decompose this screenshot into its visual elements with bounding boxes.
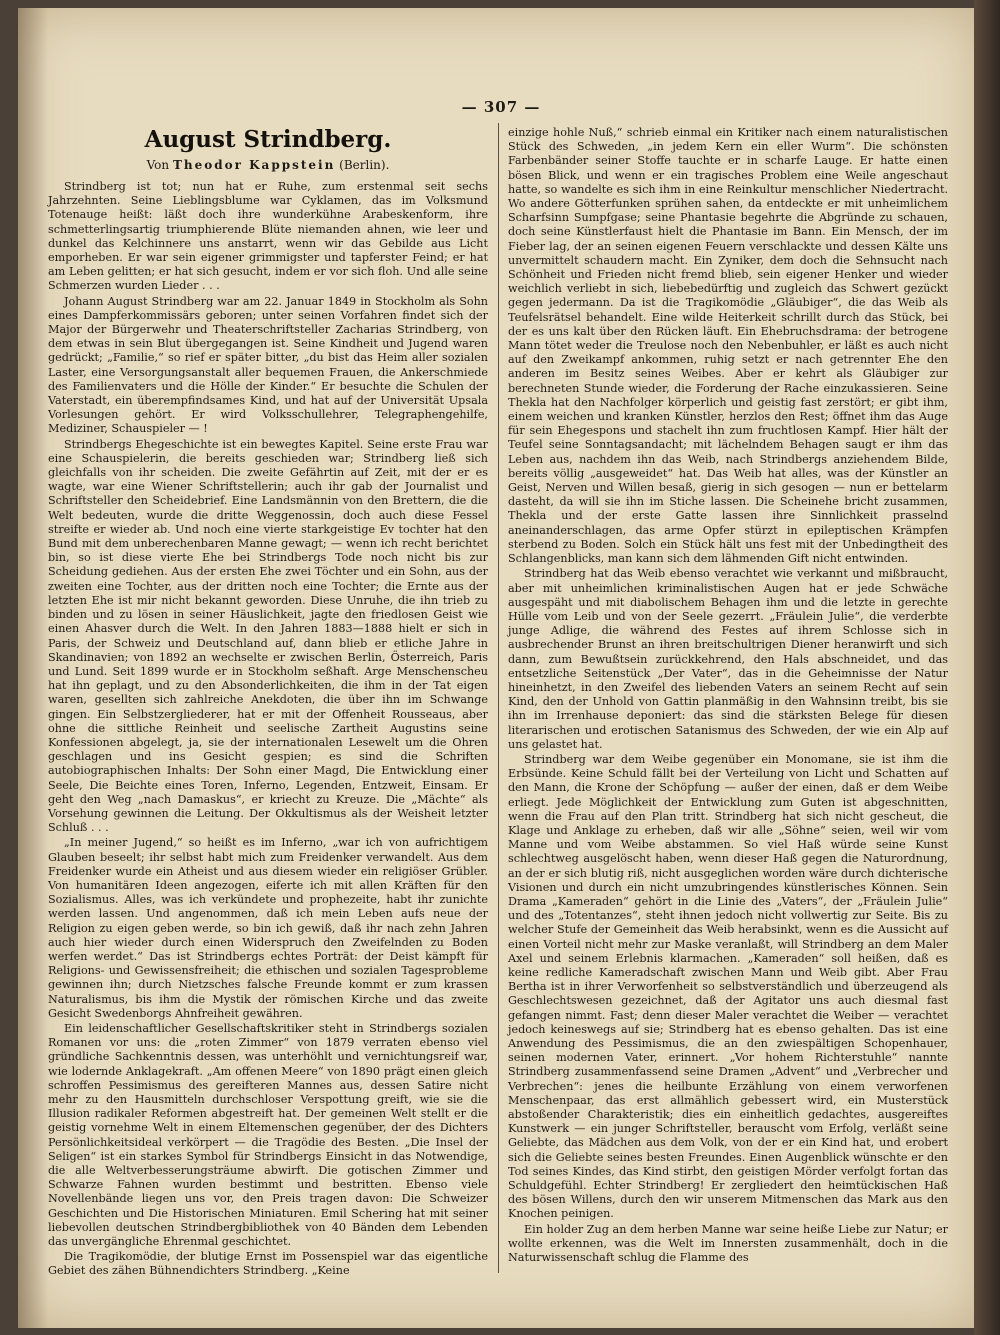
paragraph: Die Tragikomödie, der blutige Ernst im Possenspiel war das eigentliche Gebiet des zähen Bühnendichters Strindberg. „Keine [48, 1250, 488, 1278]
page-number: — 307 — [461, 98, 541, 116]
newspaper-page [18, 8, 980, 1328]
gutter-shadow [18, 8, 48, 1328]
book-binding-edge [974, 0, 1000, 1335]
author-location: (Berlin). [339, 158, 390, 172]
article-byline [48, 158, 488, 172]
text-column-left [48, 180, 488, 1278]
paragraph: Strindbergs Ehegeschichte ist ein bewegtes Kapitel. Seine erste Frau war eine Schauspielerin, die bereits geschieden war; Strindberg ließ sich gleichfalls von ihr scheiden. Die zweite Gefährtin auf Zeit, mit der er es wagte, war eine Wiener Schriftstellerin; auch ihr gab der Journalist und Schriftsteller den Scheidebrief. Eine Landsmännin von den Brettern, die die Welt bedeuten, wurde die dritte Weggenossin, doch auch diese Fessel streifte er wieder ab. Und noch eine vierte starkgeistige Ev tochter hat den Bund mit dem unberechenbaren Manne gewagt; — wenn ich recht berichtet bin, so ist diese vierte Ehe bei Strindbergs Tode noch nicht bis zur Scheidung gediehen. Aus der ersten Ehe zwei Töchter und ein Sohn, aus der zweiten eine Tochter, aus der dritten noch eine Tochter; die Ernte aus der letzten Ehe ist mir nicht bekannt geworden. Diese Unruhe, die ihn trieb zu binden und zu lösen in seiner Häuslichkeit, jagte den friedlosen Geist wie einen Ahasver durch die Welt. In den Jahren 1883—1888 hielt er sich in Paris, der Schweiz und Deutschland auf, dann blieb er etliche Jahre in Skandinavien; von 1892 an wechselte er zwischen Berlin, Österreich, Paris und Lund. Seit 1899 wurde er in Stockholm seßhaft. Arge Menschenscheu hat ihn geplagt, und zu den Absonderlichkeiten, die ihm in der Tat eigen waren, gesellten sich zahlreiche Anekdoten, die über ihn im Schwange gingen. Ein Selbstzergliederer, hat er mit der Offenheit Rousseaus, aber ohne die sittliche Reinheit und seelische Zartheit Augustins seine Konfessionen abgelegt, ja, sie der internationalen Lesewelt um die Ohren geschlagen und ins Gesicht gespien; es sind die Schriften autobiographischen Inhalts: Der Sohn einer Magd, Die Entwicklung einer Seele, Die Beichte eines Toren, Inferno, Legenden, Entzweit, Einsam. Er geht den Weg „nach Damaskus“, er kriecht zu Kreuze. Die „Mächte“ als Vorsehung gewinnen die Leitung. Der Okkultismus als der Weisheit letzter Schluß . . . [48, 437, 488, 835]
column-divider [498, 123, 499, 1273]
author-name: Theodor Kappstein [172, 158, 336, 172]
paragraph: Ein leidenschaftlicher Gesellschaftskritiker steht in Strindbergs sozialen Romanen vor uns: die „roten Zimmer“ von 1879 verraten ebenso viel gründliche Sachkenntnis dessen, was unterhöhlt und vernichtungsreif war, wie lodernde Anklagekraft. „Am offenen Meere“ von 1890 prägt einen gleich schroffen Pessimismus des gereifteren Mannes aus, dessen Satire nicht mehr zu den Hausmitteln durchschloser Verspottung greift, wie sie die Illusion radikaler Reformen abgestreift hat. Der gemeinen Welt stellt er die geistig vornehme Welt in einem Eltemenschen gegenüber, der des Dichters Persönlichkeitsideal verkörpert — die Tragödie des Besten. „Die Insel der Seligen“ ist ein starkes Symbol für Strindbergs Einsicht in das Notwendige, die alle Weltverbesserungsträume abwirft. Die gotischen Zimmer und Schwarze Fahnen wurden bestimmt und bestritten. Ebenso viele Novellenbände liegen uns vor, den Preis tragen davon: Die Schweizer Geschichten und Die Historischen Miniaturen. Emil Schering hat mit seiner liebevollen deutschen Strindbergbibliothek von 40 Bänden dem Lebenden das unvergängliche Ehrenmal geschichtet. [48, 1021, 488, 1249]
paragraph: Strindberg war dem Weibe gegenüber ein Monomane, sie ist ihm die Erbsünde. Keine Schuld fällt bei der Verteilung von Licht und Schatten auf den Mann, die Krone der Schöpfung — außer der einen, daß er dem Weibe erliegt. Jede Möglichkeit der Entwicklung zum Guten ist abgeschnitten, wenn die Frau auf den Plan tritt. Strindberg hat sich nicht gescheut, die Klage und Anklage zu erheben, daß wir alle „Söhne“ seien, weil wir vom Manne und vom Weibe abstammen. So viel Haß würde seine Kunst schlechtweg ausgelöscht haben, wenn dieser Haß gegen die Naturordnung, an der er sich blutig riß, nicht ausgeglichen worden wäre durch dichterische Visionen und durch ein nicht umzubringendes künstlerisches Können. Sein Drama „Kameraden“ gehört in die Linie des „Vaters“, der „Fräulein Julie“ und des „Totentanzes“, steht ihnen jedoch nicht vollwertig zur Seite. Bis zu welcher Stufe der Gemeinheit das Weib herabsinkt, wenn es die Aussicht auf einen Vorteil nicht mehr zur Maske veranlaßt, will Strindberg an dem Maler Axel und seinem Erlebnis klarmachen. „Kameraden“ soll heißen, daß es keine redliche Kameradschaft zwischen Mann und Weib gibt. Aber Frau Bertha ist in ihrer Verworfenheit so selbstverständlich und überzeugend als Geschlechtswesen gezeichnet, daß der Agitator uns auch diesmal fast gefangen nimmt. Fast; denn dieser Maler verachtet die Weiber — verachtet jedoch keineswegs auf sie; Strindberg hat es ebenso gehalten. Das ist eine Anwendung des Pessimismus, die an den zwiespältigen Schopenhauer, seinen modernen Vater, erinnert. „Vor hohem Richterstuhle“ nannte Strindberg zusammenfassend seine Dramen „Advent“ und „Verbrecher und Verbrechen“: jenes die heilbunte Erzählung von einem verworfenen Menschenpaar, das erst allmählich gebessert wird, ein Musterstück abstoßender Charakteristik; dies ein einheitlich gedachtes, ausgereiftes Kunstwerk — ein junger Schriftsteller, berauscht vom Erfolg, verläßt seine Geliebte, das Mädchen aus dem Volk, von der er ein Kind hat, und erobert sich die Geliebte seines besten Freundes. Einen Augenblick wünschte er den Tod seines Kindes, das Kind stirbt, den geistigen Mörder verfolgt fortan das Schuldgefühl. Echter Strindberg! Er zergliedert den heimtückischen Haß des bösen Willens, durch den wir unserem Mitmenschen das Mark aus den Knochen peinigen. [508, 752, 948, 1221]
article-title: August Strindberg. [144, 126, 392, 153]
paragraph: Johann August Strindberg war am 22. Januar 1849 in Stockholm als Sohn eines Dampferkommissärs geboren; unter seinen Vorfahren findet sich der Major der Bürgerwehr und Theaterschriftsteller Zacharias Strindberg, von dem etwas in sein Blut übergegangen ist. Seine Kindheit und Jugend waren gedrückt; „Familie,“ so rief er später bitter, „du bist das Heim aller sozialen Laster, eine Versorgungsanstalt aller bequemen Frauen, die Ankerschmiede des Familienvaters und die Hölle der Kinder.“ Er besuchte die Schulen der Vaterstadt, ein überempfindsames Kind, und hat auf der Universität Upsala Vorlesungen gehört. Er wird Volksschullehrer, Telegraphengehilfe, Mediziner, Schauspieler — ! [48, 294, 488, 436]
text-column-right [508, 126, 948, 1274]
paragraph: Strindberg ist tot; nun hat er Ruhe, zum erstenmal seit sechs Jahrzehnten. Seine Lieblingsblume war Cyklamen, das im Volksmund Totenauge heißt: läßt doch ihre wunderkühne Arabeskenform, ihre schmetterlingsartig triumphierende Blüte niemanden ahnen, wie leer und dunkel das Kelchinnere uns anstarrt, wenn wir das Gebilde aus Licht emporheben. Er war sein eigener grimmigster und tapferster Feind; er hat am Leben gelitten; er hat sich gesucht, indem er vor sich floh. Und alle seine Schmerzen wurden Lieder . . . [48, 180, 488, 293]
paragraph: „In meiner Jugend,“ so heißt es im Inferno, „war ich von aufrichtigem Glauben beseelt; ihr selbst habt mich zum Freidenker verwandelt. Aus dem Freidenker wurde ein Atheist und aus diesem wieder ein religiöser Grübler. Von humanitären Ideen angezogen, eiferte ich mit allen Kräften für den Sozialismus. Alles, was ich verkündete und prophezeite, habt ihr zunichte werden lassen. Und angenommen, daß ich mein Leben aufs neue der Religion zu eigen geben werde, so bin ich gewiß, daß ihr nach zehn Jahren auch hier wieder durch einen Widerspruch den Zweifelnden zu Boden werfen werdet.“ Das ist Strindbergs echtes Porträt: der Deist kämpft für Religions- und Gewissensfreiheit; die ethischen und sozialen Tagesprobleme gewinnen ihn; durch Nietzsches falsche Freunde kommt er zum krassen Naturalismus, bis ihm die Mystik der römischen Kirche und das zweite Gesicht Swedenborgs Ahnfreiheit gewähren. [48, 836, 488, 1020]
paragraph: Ein holder Zug an dem herben Manne war seine heiße Liebe zur Natur; er wollte erkennen, was die Welt im Innersten zusammenhält, doch in die Naturwissenschaft schlug die Flamme des [508, 1222, 948, 1265]
paragraph: einzige hohle Nuß,“ schrieb einmal ein Kritiker nach einem naturalistischen Stück des Schweden, „in jedem Kern ein eller Wurm“. Die schönsten Farbenbänder seiner Stoffe tauchte er in scharfe Lauge. Er hatte einen bösen Blick, und wenn er ein tragisches Problem eine Weile angeschaut hatte, so wandelte es sich ihm in eine Reinkultur menschlicher Niedertracht. Wo andere Götterfunken sprühen sahen, da entdeckte er mit unheimlichem Scharfsinn Sumpfgase; seine Phantasie begehrte die Abgründe zu schauen, doch seine Künstlerfaust hielt die Phantasie im Bann. Ein Mensch, der im Fieber lag, der an seinen eigenen Feuern verschlackte und dessen Kälte uns unvermittelt schaudern macht. Ein Zyniker, dem doch die Sehnsucht nach Schönheit und Frieden nicht fremd blieb, sein eigener Henker und wieder weichlich verliebt in sich, liebebedürftig und zugleich das Schwert gezückt gegen jedermann. Da ist die Tragikomödie „Gläubiger“, die das Weib als Teufelsrätsel behandelt. Eine wilde Heiterkeit schrillt durch das Stück, bei der es uns kalt über den Rücken läuft. Ein Ehebruchsdrama: der betrogene Mann tötet weder die Treulose noch den Nebenbuhler, er läßt es auch nicht auf den Zweikampf ankommen, ruhig setzt er nach getrennter Ehe den anderen im Besitz seines Weibes. Aber er kehrt als Gläubiger zur berechneten Stunde wieder, die Forderung der Rache einzukassieren. Seine Thekla hat den Nachfolger körperlich und geistig fast zerstört; er gibt ihm, einem weichen und kranken Künstler, herzlos den Rest; öffnet ihm das Auge für sein Ehegespons und stachelt ihn zum fruchtlosen Kampf. Hier hält der Teufel seine Sonntagsandacht; mit lächelndem Behagen saugt er ihm das Leben aus, nachdem ihn das Weib, nach Strindbergs anziehendem Bilde, bereits völlig „ausgeweidet“ hat. Das Weib hat alles, was der Künstler an Geist, Nerven und Willen besaß, gierig in sich gesogen — nun er bettelarm dasteht, da will sie ihn im Stiche lassen. Die Scheinehe bricht zusammen, Thekla und der erste Gatte lassen ihre Sinnlichkeit prasselnd aneinanderschlagen, das arme Opfer stürzt in epileptischen Krämpfen sterbend zu Boden. Solch ein Stück hält uns fest mit der Unbedingtheit des Schlangenblicks, man kann sich dem lähmenden Gift nicht entwinden. [508, 126, 948, 566]
paragraph: Strindberg hat das Weib ebenso verachtet wie verkannt und mißbraucht, aber mit unheimlichen kriminalistischen Augen hat er jede Schwäche ausgespäht und mit diabolischem Behagen ihm und die letzte in gerechte Hülle vom Leib und von der Seele gezerrt. „Fräulein Julie“, die verderbte junge Adlige, die während des Festes auf ihrem Schlosse sich in ausbrechender Brunst an ihren breitschultrigen Diener heranwirft und sich dann, zum Bewußtsein zurückkehrend, den Hals abschneidet, und das entsetzliche Seitenstück „Der Vater“, das in die Geheimnisse der Natur hineinhetzt, in den Zweifel des liebenden Vaters an seinem Recht auf sein Kind, den der Unhold von Gattin planmäßig in den Wahnsinn treibt, bis sie ihn im Irrenhause deponiert: das sind die stärksten Belege für diesen literarischen und erotischen Satanismus des Schweden, der wie ein Alp auf uns gelastet hat. [508, 567, 948, 751]
byline-prefix: Von [146, 158, 170, 172]
